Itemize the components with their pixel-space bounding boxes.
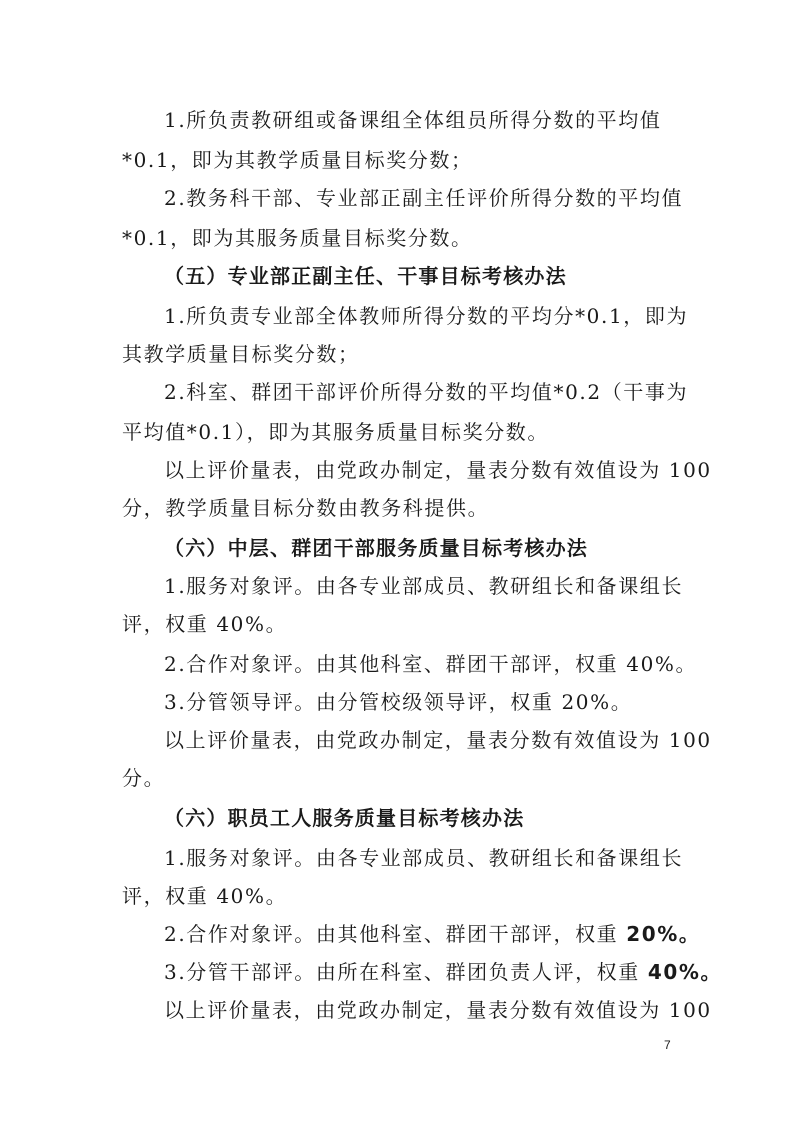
paragraph-line <box>164 954 722 990</box>
page-number: 7 <box>664 1038 671 1052</box>
paragraph-line: *0.1，即为其教学质量目标奖分数； <box>122 148 473 172</box>
paragraph-line: 3.分管领导评。由分管校级领导评，权重 20%。 <box>164 690 633 714</box>
paragraph-line: 评，权重 40%。 <box>122 612 288 636</box>
paragraph-text: 2.合作对象评。由其他科室、群团干部评，权重 <box>164 922 627 946</box>
weight-value-bold: 40%。 <box>647 960 723 984</box>
paragraph-line: 其教学质量目标奖分数； <box>122 342 360 366</box>
paragraph-line: 分。 <box>122 766 166 790</box>
paragraph-line: 以上评价量表，由党政办制定，量表分数有效值设为 100 <box>164 998 712 1022</box>
paragraph-line: 1.所负责教研组或备课组全体组员所得分数的平均值 <box>164 108 662 132</box>
section-heading-5: （五）专业部正副主任、干事目标考核办法 <box>164 264 567 288</box>
paragraph-line: *0.1，即为其服务质量目标奖分数。 <box>122 226 473 250</box>
weight-value-bold: 20%。 <box>626 922 701 946</box>
paragraph-text: 3.分管干部评。由所在科室、群团负责人评，权重 <box>164 960 648 984</box>
section-heading-6b: （六）职员工人服务质量目标考核办法 <box>164 806 525 830</box>
paragraph-line <box>164 916 701 952</box>
paragraph-line: 以上评价量表，由党政办制定，量表分数有效值设为 100 <box>164 728 712 752</box>
paragraph-line: 2.教务科干部、专业部正副主任评价所得分数的平均值 <box>164 186 684 210</box>
paragraph-line: 平均值*0.1），即为其服务质量目标奖分数。 <box>122 420 550 444</box>
section-heading-6a: （六）中层、群团干部服务质量目标考核办法 <box>164 536 588 560</box>
paragraph-line: 分，教学质量目标分数由教务科提供。 <box>122 496 490 520</box>
paragraph-line: 2.科室、群团干部评价所得分数的平均值*0.2（干事为 <box>164 380 689 404</box>
paragraph-line: 1.服务对象评。由各专业部成员、教研组长和备课组长 <box>164 574 684 598</box>
paragraph-line: 1.服务对象评。由各专业部成员、教研组长和备课组长 <box>164 846 684 870</box>
paragraph-line: 以上评价量表，由党政办制定，量表分数有效值设为 100 <box>164 458 712 482</box>
paragraph-line: 2.合作对象评。由其他科室、群团干部评，权重 40%。 <box>164 652 698 676</box>
paragraph-line: 1.所负责专业部全体教师所得分数的平均分*0.1，即为 <box>164 304 689 328</box>
paragraph-line: 评，权重 40%。 <box>122 884 288 908</box>
